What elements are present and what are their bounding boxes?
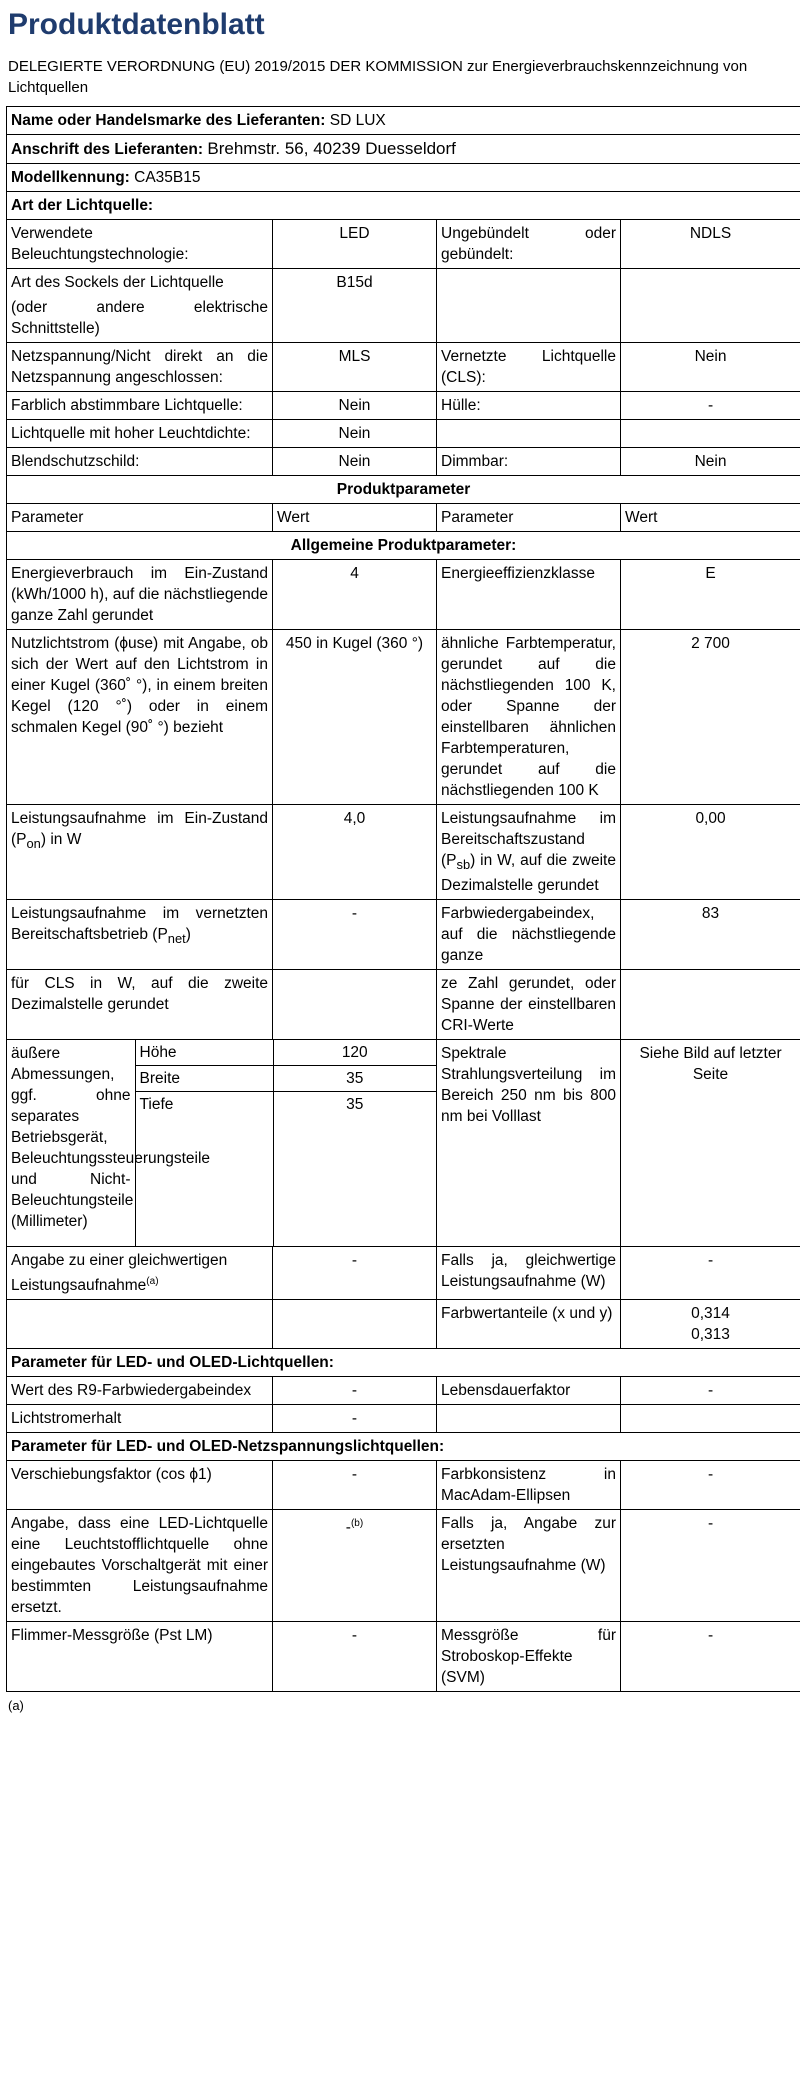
spd-value: Siehe Bild auf letzter Seite [621,1040,800,1247]
maint-value: - [273,1405,437,1433]
supplier-name-row [7,107,800,135]
table-row [7,805,800,900]
pnet-label-c: für CLS in W, auf die zweite Dezimalstelle gerundet [7,970,273,1040]
macadam-value: - [621,1461,800,1510]
pon-label-a: Leistungsaufnahme im Ein-Zustand (P [11,810,268,848]
supplier-address-value: Brehmstr. 56, 40239 Duesseldorf [207,139,456,158]
empty-cell [273,970,437,1040]
table-row [7,560,800,630]
chroma-y: 0,313 [691,1326,730,1344]
dim-value: 35 [346,1096,364,1114]
replace-sup: (b) [350,1518,364,1530]
svm-value: - [621,1622,800,1692]
table-row [7,1510,800,1622]
supplier-address-label: Anschrift des Lieferanten: [11,141,204,158]
life-value: - [621,1377,800,1405]
glare-value: Nein [273,448,437,476]
supplier-name-label: Name oder Handelsmarke des Lieferanten: [11,112,326,129]
table-row [7,1377,800,1405]
dim-name: Breite [135,1066,273,1092]
ndls-label: Ungebündelt oder gebündelt: [437,220,621,269]
equivw-label: Falls ja, gleichwertige Leistungsaufnahme (W) [437,1247,621,1300]
dim-name: Höhe [135,1040,273,1066]
regulation-text: DELEGIERTE VERORDNUNG (EU) 2019/2015 DER KOMMISSION zur Energieverbrauchskennzeichnung von Lichtquellen [8,58,748,96]
equiv-label [7,1247,273,1300]
r9-label: Wert des R9-Farbwiedergabeindex [7,1377,273,1405]
empty-cell [437,1405,621,1433]
equiv-label-text: Angabe zu einer gleichwertigen Leistungsaufnahme [11,1252,228,1295]
psb-sub: sb [456,857,471,873]
cri-value: 83 [621,900,800,970]
table-row-continued [7,970,800,1040]
section-header-row [7,1349,800,1377]
cct-value: 2 700 [621,630,800,805]
empty-cell [621,1405,800,1433]
section-header-row [7,1433,800,1461]
psb-value: 0,00 [621,805,800,900]
section-header-row [7,476,800,504]
cri-label-a: Farbwiedergabeindex, auf die nächstliegende ganze [437,900,621,970]
eclass-value: E [621,560,800,630]
table-row [7,1300,800,1349]
table-row [7,420,800,448]
table-row [7,1461,800,1510]
pnet-sub: net [167,931,186,947]
replace-label: Angabe, dass eine LED-Lichtquelle eine Leuchtstofflichtquelle ohne eingebautes Vorschaltgerät mit einer bestimmten Leistungsaufnahme ersetzt. [7,1510,273,1622]
tunable-label: Farblich abstimmbare Lichtquelle: [7,392,273,420]
flux-label: Nutzlichtstrom (ϕuse) mit Angabe, ob sich der Wert auf den Lichtstrom in einer Kugel (360˚ °), in einem breiten Kegel (120 °˚) oder in einem schmalen Kegel (90˚ °) bezieht [7,630,273,805]
cos-value: - [273,1461,437,1510]
pon-label [7,805,273,900]
tech-value: LED [273,220,437,269]
spd-label: Spektrale Strahlungsverteilung im Bereich 250 nm bis 800 nm bei Volllast [437,1040,621,1247]
chroma-value [621,1300,800,1349]
pon-value: 4,0 [273,805,437,900]
envelope-value: - [621,392,800,420]
lightsource-type-row [7,192,800,220]
socket-value: B15d [273,269,437,343]
dim-name: Tiefe [135,1092,273,1247]
glare-label: Blendschutzschild: [7,448,273,476]
table-row [7,220,800,269]
mains-value: MLS [273,343,437,392]
flicker-value: - [273,1622,437,1692]
lightsource-type-label: Art der Lichtquelle: [7,192,800,220]
page-title: Produktdatenblatt [8,8,265,41]
dim-value: 35 [273,1066,436,1092]
cct-label: ähnliche Farbtemperatur, gerundet auf die nächstliegenden 100 K, oder Spanne der einstellbaren ähnlichen Farbtemperaturen, gerundet auf die nächstliegenden 100 K [437,630,621,805]
pnet-value: - [273,900,437,970]
eclass-label: Energieeffizienzklasse [437,560,621,630]
socket-label-line2: (oder andere elektrische Schnittstelle) [11,299,268,337]
dim-value: Nein [621,448,800,476]
empty-cell [7,1300,273,1349]
table-row [7,343,800,392]
cos-label: Verschiebungsfaktor (cos ϕ1) [7,1461,273,1510]
empty-cell [437,420,621,448]
replace-value [273,1510,437,1622]
energy-label: Energieverbrauch im Ein-Zustand (kWh/1000 h), auf die nächstliegende ganze Zahl gerundet [7,560,273,630]
macadam-label: Farbkonsistenz in MacAdam-Ellipsen [437,1461,621,1510]
psb-label-a: Leistungsaufnahme im Bereitschaftszustand (P [441,810,616,869]
ndls-value: NDLS [621,220,800,269]
table-row [7,1622,800,1692]
flicker-label: Flimmer-Messgröße (Pst LM) [7,1622,273,1692]
datasheet-page [6,0,800,1713]
cri-label-b: ze Zahl gerundet, oder Spanne der einstellbaren CRI-Werte [437,970,621,1040]
dim-label: Dimmbar: [437,448,621,476]
socket-label [7,269,273,343]
dim-value: 120 [273,1040,436,1066]
maint-label: Lichtstromerhalt [7,1405,273,1433]
hld-label: Lichtquelle mit hoher Leuchtdichte: [7,420,273,448]
table-row [7,900,800,970]
chroma-label: Farbwertanteile (x und y) [437,1300,621,1349]
replacew-label: Falls ja, Angabe zur ersetzten Leistungsaufnahme (W) [437,1510,621,1622]
col-value-1: Wert [273,504,437,532]
chroma-x: 0,314 [691,1305,730,1323]
supplier-name-value: SD LUX [329,112,386,129]
table-row [7,448,800,476]
pon-label-b: ) in W [40,831,82,848]
tech-label: Verwendete Beleuchtungstechnologie: [7,220,273,269]
footnote: (a) [8,1698,24,1714]
col-param-2: Parameter [437,504,621,532]
table-row [7,630,800,805]
table-row [7,1040,800,1247]
replacew-value: - [621,1510,800,1622]
ledmains-params-header: Parameter für LED- und OLED-Netzspannungslichtquellen: [7,1433,800,1461]
envelope-label: Hülle: [437,392,621,420]
pnet-label-a: Leistungsaufnahme im vernetzten Bereitschaftsbetrieb (P [11,905,268,944]
empty-cell [621,420,800,448]
model-row [7,164,800,192]
column-header-row [7,504,800,532]
pnet-label [7,900,273,970]
table-row [7,269,800,343]
section-header-row [7,532,800,560]
cls-value: Nein [621,343,800,392]
equivw-value: - [621,1247,800,1300]
general-params-header: Allgemeine Produktparameter: [7,532,800,560]
dims-cell [7,1040,437,1247]
psb-label [437,805,621,900]
equiv-sup: (a) [146,1276,159,1288]
col-param-1: Parameter [7,504,273,532]
product-params-header: Produktparameter [7,476,800,504]
pon-sub: on [26,836,41,852]
psb-label-b: ) in W, auf die zweite Dezimalstelle gerundet [441,852,616,895]
tunable-value: Nein [273,392,437,420]
empty-cell [621,269,800,343]
hld-value: Nein [273,420,437,448]
r9-value: - [273,1377,437,1405]
socket-label-line1: Art des Sockels der Lichtquelle [11,274,224,291]
table-row [7,392,800,420]
flux-value: 450 in Kugel (360 °) [273,630,437,805]
col-value-2: Wert [621,504,800,532]
life-label: Lebensdauerfaktor [437,1377,621,1405]
empty-cell [273,1300,437,1349]
dims-table [7,1040,436,1246]
mains-label: Netzspannung/Nicht direkt an die Netzspannung angeschlossen: [7,343,273,392]
energy-value: 4 [273,560,437,630]
pnet-label-b: ) [185,926,191,944]
svm-label: Messgröße für Stroboskop-Effekte (SVM) [437,1622,621,1692]
empty-cell [621,970,800,1040]
table-row [7,1405,800,1433]
empty-cell [437,269,621,343]
replace-value-text: - [345,1519,351,1537]
table-row [7,1247,800,1300]
cls-label: Vernetzte Lichtquelle (CLS): [437,343,621,392]
datasheet-table [6,106,800,1692]
equiv-value: - [273,1247,437,1300]
led-params-header: Parameter für LED- und OLED-Lichtquellen: [7,1349,800,1377]
model-value: CA35B15 [134,169,201,186]
dims-label: äußere Abmessungen, ggf. ohne separates Betriebsgerät, Beleuchtungssteuerungsteile und Nicht-Beleuchtungsteile (Millimeter) [7,1040,135,1246]
model-label: Modellkennung: [11,169,130,186]
supplier-address-row [7,135,800,164]
